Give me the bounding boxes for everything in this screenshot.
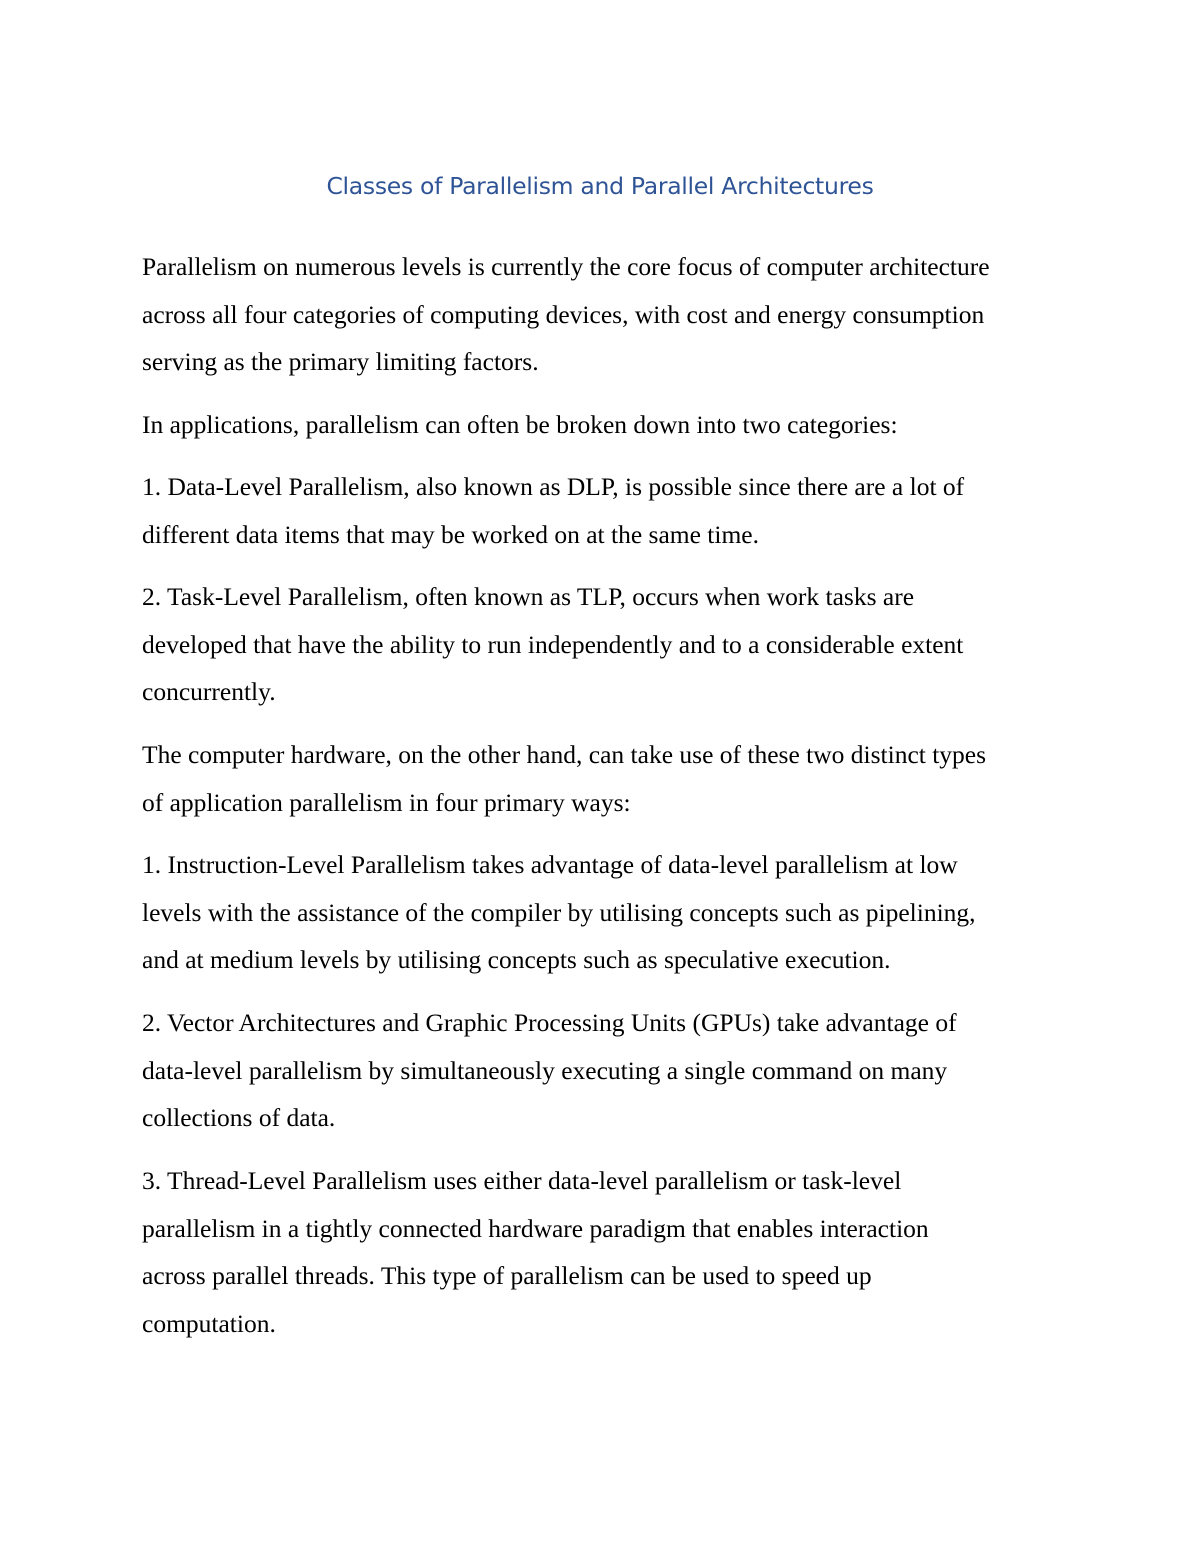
paragraph-line: data-level parallelism by simultaneously executing a single command on many bbox=[142, 1055, 948, 1085]
paragraph-line: and at medium levels by utilising concepts such as speculative execution. bbox=[142, 945, 891, 974]
paragraph-line: parallelism in a tightly connected hardware paradigm that enables interaction bbox=[142, 1213, 929, 1243]
paragraph-line: collections of data. bbox=[142, 1103, 336, 1132]
paragraph-line: of application parallelism in four primary ways: bbox=[142, 787, 631, 817]
paragraph-line: 3. Thread-Level Parallelism uses either data-level parallelism or task-level bbox=[142, 1166, 902, 1195]
hardware-paragraph bbox=[142, 731, 1060, 826]
paragraph-line: 1. Instruction-Level Parallelism takes advantage of data-level parallelism at low bbox=[142, 850, 958, 879]
paragraph-line: 2. Vector Architectures and Graphic Processing Units (GPUs) take advantage of bbox=[142, 1008, 957, 1037]
paragraph-line: 2. Task-Level Parallelism, often known as TLP, occurs when work tasks are bbox=[142, 582, 915, 611]
paragraph-line: concurrently. bbox=[142, 677, 276, 706]
intro-paragraph bbox=[142, 243, 1060, 386]
paragraph-line: developed that have the ability to run independently and to a considerable extent bbox=[142, 629, 964, 659]
paragraph-line: across parallel threads. This type of parallelism can be used to speed up bbox=[142, 1261, 872, 1290]
paragraph-line: different data items that may be worked on at the same time. bbox=[142, 519, 759, 549]
thread-level-paragraph bbox=[142, 1157, 1060, 1347]
paragraph-line: In applications, parallelism can often be broken down into two categories: bbox=[142, 410, 898, 439]
vector-gpu-paragraph bbox=[142, 999, 1060, 1142]
paragraph-line: The computer hardware, on the other hand, can take use of these two distinct types bbox=[142, 740, 987, 769]
dlp-paragraph bbox=[142, 463, 1060, 558]
paragraph-line: serving as the primary limiting factors. bbox=[142, 347, 539, 376]
paragraph-line: computation. bbox=[142, 1308, 276, 1338]
ilp-paragraph bbox=[142, 841, 1060, 984]
paragraph-line: Parallelism on numerous levels is currently the core focus of computer architecture bbox=[142, 252, 990, 281]
paragraph-line: 1. Data-Level Parallelism, also known as DLP, is possible since there are a lot of bbox=[142, 472, 965, 501]
document-title: Classes of Parallelism and Parallel Architectures bbox=[326, 172, 874, 200]
paragraph-line: across all four categories of computing devices, with cost and energy consumption bbox=[142, 299, 985, 329]
paragraph-line: levels with the assistance of the compiler by utilising concepts such as pipelining, bbox=[142, 897, 976, 927]
tlp-paragraph bbox=[142, 573, 1060, 716]
categories-intro-paragraph bbox=[142, 401, 1060, 449]
